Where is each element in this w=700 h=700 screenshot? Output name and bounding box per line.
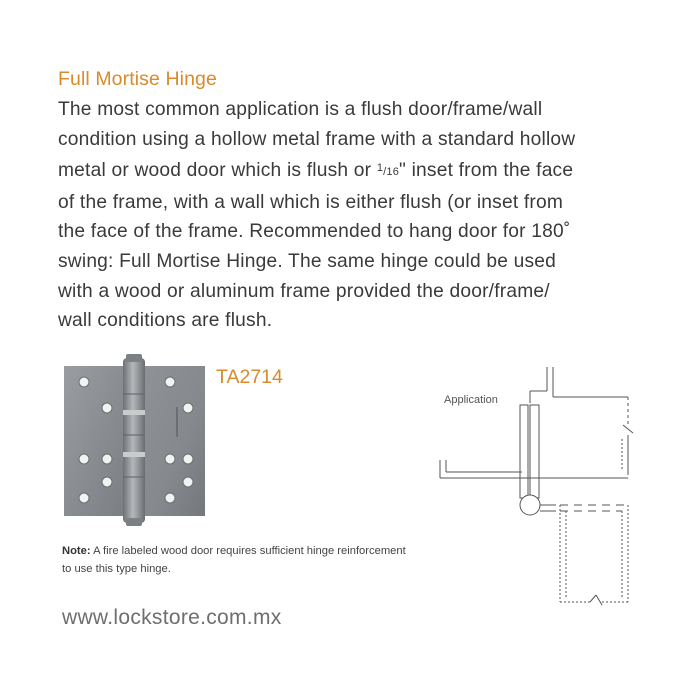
note-text [62, 542, 482, 578]
hinge-tip-bottom [126, 518, 142, 526]
note-line: to use this type hinge. [62, 563, 171, 575]
screw-hole [102, 454, 112, 464]
screw-hole [165, 493, 175, 503]
fraction-denominator: 16 [386, 166, 400, 179]
description-text: the face of the frame. Recommended to hang door for 180 [58, 221, 564, 243]
model-number: TA2714 [216, 366, 283, 388]
description-line: The most common application is a flush door/frame/wall [58, 99, 543, 120]
screw-hole [102, 403, 112, 413]
screw-hole [79, 493, 89, 503]
stamp-mark [176, 407, 178, 437]
description-line: with a wood or aluminum frame provided the door/frame/ [58, 280, 550, 302]
screw-hole [79, 377, 89, 387]
hinge-knuckle [123, 358, 145, 523]
description-line: of the frame, with a wall which is either flush (or inset from [58, 191, 564, 213]
description-line: condition using a hollow metal frame with a standard hollow [58, 128, 576, 150]
degree-symbol: ˚ [563, 221, 571, 243]
hinge-leaf-left [64, 366, 127, 516]
note-body: A fire labeled wood door requires sufficient hinge reinforcement [90, 545, 406, 557]
screw-hole [183, 403, 193, 413]
screw-hole [183, 477, 193, 487]
bearing-ring [123, 452, 145, 457]
note-label: Note: [62, 545, 91, 557]
page-title: Full Mortise Hinge [58, 68, 217, 90]
description-line [58, 217, 658, 247]
description-text: metal or wood door which is flush or [58, 160, 377, 182]
note-line [62, 542, 482, 560]
hinge-tip-top [126, 354, 142, 362]
description-line: wall conditions are flush. [58, 310, 273, 332]
description-paragraph [58, 95, 658, 336]
diagram-label: Application [444, 394, 498, 406]
hinge-product-image [55, 352, 215, 527]
description-text: " inset from the face [399, 160, 574, 182]
bearing-ring [123, 410, 145, 415]
fraction-slash: / [383, 166, 387, 179]
description-line [58, 154, 658, 188]
fraction-numerator: 1 [376, 162, 384, 175]
screw-hole [165, 454, 175, 464]
screw-hole [79, 454, 89, 464]
screw-hole [183, 454, 193, 464]
screw-hole [165, 377, 175, 387]
hinge-leaf-right [142, 366, 205, 516]
hinge-knuckle-circle [520, 495, 540, 515]
website-url[interactable]: www.lockstore.com.mx [62, 606, 282, 629]
screw-hole [102, 477, 112, 487]
description-line: swing: Full Mortise Hinge. The same hinge could be used [58, 250, 557, 272]
